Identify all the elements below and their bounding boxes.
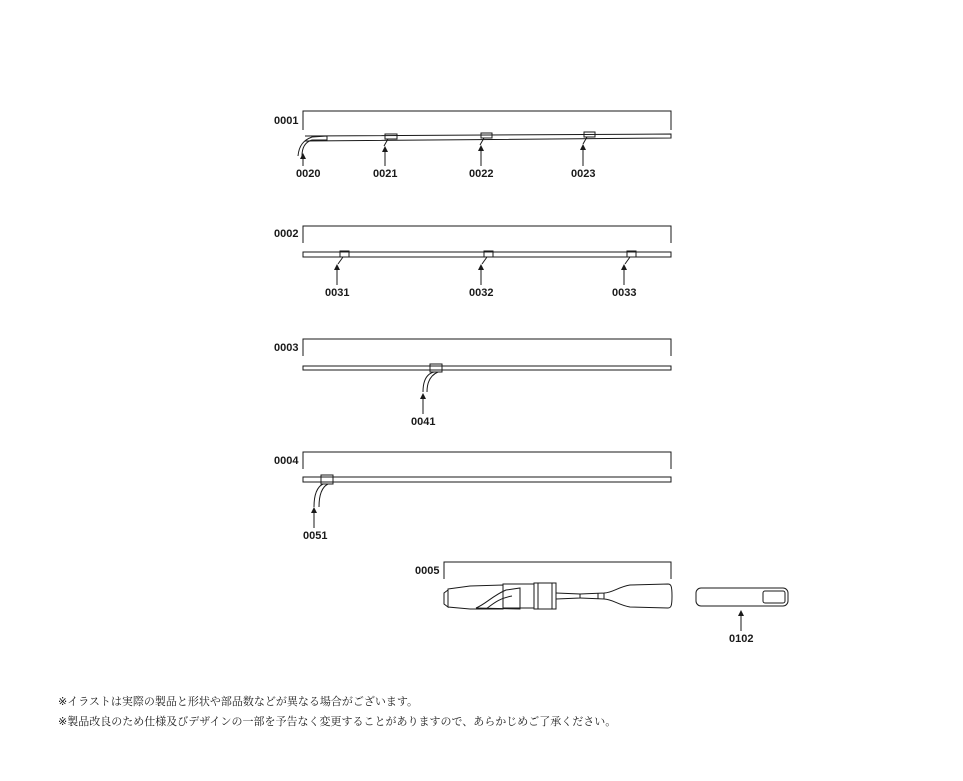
reel-seat-body [503,584,534,608]
section-0002 [303,226,671,285]
locking-nut [534,583,556,609]
label-0002: 0002 [274,228,299,240]
blank-0004 [303,477,671,482]
fore-grip [580,584,672,608]
label-0051: 0051 [303,530,328,542]
guide-0051 [321,475,333,484]
guide-0041 [430,364,442,372]
section-0005 [444,562,672,609]
section-0003 [303,339,671,414]
blank-0002 [303,252,671,257]
bracket-0002 [303,226,671,243]
label-0023: 0023 [571,168,596,180]
label-0022: 0022 [469,168,494,180]
label-0020: 0020 [296,168,321,180]
blank-0003 [303,366,671,370]
bracket-0005 [444,562,671,579]
section-0004 [303,452,671,528]
butt-cap [444,590,448,607]
note-illustration: ※イラストは実際の製品と形状や部品数などが異なる場合がございます。 [58,695,419,708]
label-0004: 0004 [274,455,299,467]
rear-grip [448,585,503,609]
label-0031: 0031 [325,287,350,299]
label-0041: 0041 [411,416,436,428]
label-0102: 0102 [729,633,754,645]
part-0102 [696,588,788,631]
disclaimer-notes [58,692,616,732]
label-0005: 0005 [415,565,440,577]
label-0001: 0001 [274,115,299,127]
label-0032: 0032 [469,287,494,299]
reel-seat [476,588,520,609]
label-0033: 0033 [612,287,637,299]
label-0003: 0003 [274,342,299,354]
note-spec-change: ※製品改良のため仕様及びデザインの一部を予告なく変更することがありますので、あらかじめご了承ください。 [58,715,617,728]
guide-0021 [385,134,397,139]
section-0001 [298,111,671,166]
bracket-0004 [303,452,671,469]
bracket-0001 [303,111,671,130]
label-0021: 0021 [373,168,398,180]
guide-0020 [298,136,327,156]
bracket-0003 [303,339,671,356]
